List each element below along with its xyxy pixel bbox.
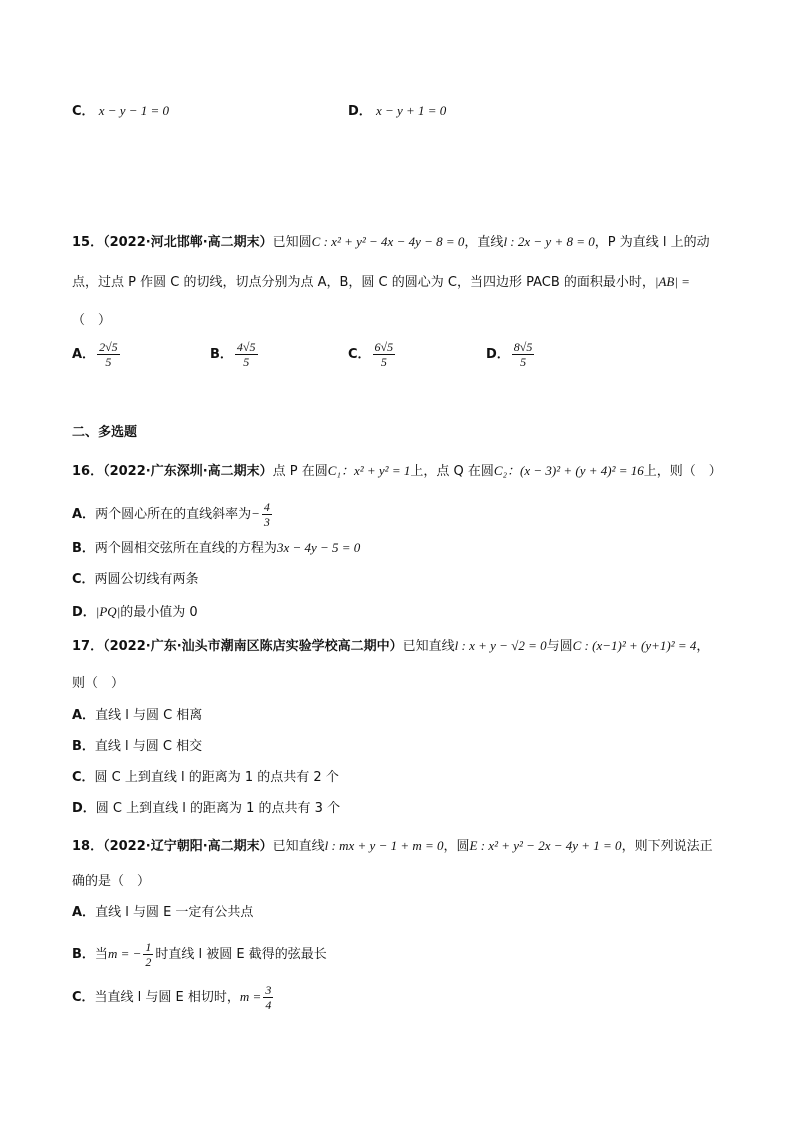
- minus-sign: −: [251, 506, 260, 521]
- q14-option-c: [72, 101, 169, 122]
- stem-text: ，则下列说法正: [621, 839, 713, 854]
- fraction: [143, 940, 153, 969]
- question-number: 16．: [72, 464, 104, 479]
- denominator: 5: [105, 355, 112, 369]
- stem-text: 已知直线: [402, 639, 455, 654]
- abs-ab: |AB| =: [654, 274, 690, 289]
- question-source: （2022·辽宁朝阳·高二期末）: [103, 839, 273, 854]
- fraction: [512, 340, 535, 369]
- option-label: D．: [486, 347, 510, 362]
- stem-text: 与圆: [546, 639, 573, 654]
- q16-stem: [72, 461, 722, 482]
- option-label: B．: [72, 947, 95, 962]
- q18-stem-line2: [72, 872, 150, 892]
- option-label: B．: [72, 739, 95, 754]
- option-label: C．: [72, 104, 95, 119]
- option-text: 直线 l 与圆 E 一定有公共点: [95, 905, 254, 920]
- question-source: （2022·广东·汕头市潮南区陈店实验学校高二期中）: [103, 639, 403, 654]
- option-text: 两个圆心所在的直线斜率为: [95, 507, 252, 522]
- q15-option-b: [210, 340, 260, 369]
- q15-stem-line1: [72, 232, 710, 253]
- answer-paren: （ ）: [72, 313, 112, 328]
- q18-option-a: [72, 903, 253, 923]
- q14-option-d: [348, 101, 446, 122]
- option-label: A．: [72, 708, 96, 723]
- stem-text: 上，则（ ）: [643, 464, 722, 479]
- stem-text: 点，过点 P 作圆 C 的切线，切点分别为点 A，B，圆 C 的圆心为 C，当四边形 PACB 的面积最小时，: [72, 275, 655, 290]
- option-text: 的最小值为 0: [120, 605, 198, 620]
- stem-text: 则（ ）: [72, 676, 125, 691]
- math-expression: x − y − 1 = 0: [98, 103, 170, 118]
- stem-text: ，直线: [464, 235, 504, 250]
- option-label: D．: [72, 605, 96, 620]
- option-text: 当: [94, 947, 108, 962]
- numerator: 4√5: [236, 340, 256, 354]
- q17-stem-line1: [72, 636, 709, 657]
- option-label: A．: [72, 347, 96, 362]
- option-label: B．: [210, 347, 233, 362]
- option-text: 圆 C 上到直线 l 的距离为 1 的点共有 3 个: [95, 801, 341, 816]
- math-expression: x − y + 1 = 0: [375, 103, 447, 118]
- line-equation: l : mx + y − 1 + m = 0: [324, 838, 444, 853]
- section-title: 二、多选题: [72, 425, 138, 440]
- option-text: 直线 l 与圆 C 相交: [94, 739, 203, 754]
- q18-stem-line1: [72, 836, 713, 857]
- option-label: A．: [72, 905, 96, 920]
- q17-option-a: [72, 706, 202, 726]
- math-expression: m =: [239, 989, 262, 1004]
- option-label: D．: [72, 801, 96, 816]
- stem-text: ，P 为直线 l 上的动: [594, 235, 710, 250]
- line-equation: l : x + y − √2 = 0: [454, 638, 547, 653]
- stem-text: ，: [696, 639, 710, 654]
- denominator: 5: [520, 355, 527, 369]
- q15-answer-paren: [72, 311, 111, 331]
- fraction: [262, 500, 272, 529]
- option-label: C．: [72, 572, 95, 587]
- circle-equation: E : x² + y² − 2x − 4y + 1 = 0: [469, 838, 622, 853]
- numerator: 6√5: [374, 340, 394, 354]
- denominator: 5: [243, 355, 250, 369]
- denominator: 2: [145, 955, 152, 969]
- option-text: 两个圆相交弦所在直线的方程为: [94, 541, 277, 556]
- numerator: 2√5: [99, 340, 118, 354]
- denominator: 3: [263, 515, 270, 529]
- q18-option-c: [72, 983, 275, 1012]
- numerator: 4: [263, 500, 270, 514]
- option-text: 直线 l 与圆 C 相离: [95, 708, 203, 723]
- circle-equation: C : (x−1)² + (y+1)² = 4: [572, 638, 697, 653]
- option-text: 时直线 l 被圆 E 截得的弦最长: [155, 947, 327, 962]
- q17-option-d: [72, 799, 340, 819]
- option-label: C．: [348, 347, 371, 362]
- q17-option-c: [72, 768, 339, 788]
- denominator: 4: [265, 998, 272, 1012]
- option-label: C．: [72, 770, 95, 785]
- question-source: （2022·河北邯郸·高二期末）: [103, 235, 273, 250]
- q15-option-d: [486, 340, 536, 369]
- option-label: A．: [72, 507, 96, 522]
- q18-option-b: [72, 940, 327, 969]
- q15-option-c: [348, 340, 397, 369]
- circle-c2-equation: C₂：(x − 3)² + (y + 4)² = 16: [493, 463, 644, 478]
- option-label: D．: [348, 104, 372, 119]
- denominator: 5: [380, 355, 387, 369]
- option-text: 当直线 l 与圆 E 相切时，: [94, 990, 240, 1005]
- numerator: 3: [265, 983, 272, 997]
- fraction: [373, 340, 396, 369]
- math-expression: 3x − 4y − 5 = 0: [276, 540, 361, 555]
- question-number: 18．: [72, 839, 104, 854]
- option-label: C．: [72, 990, 95, 1005]
- stem-text: ，圆: [443, 839, 470, 854]
- q17-option-b: [72, 737, 202, 757]
- abs-pq: |PQ|: [95, 604, 121, 619]
- fraction: [235, 340, 258, 369]
- q15-option-a: [72, 340, 122, 369]
- fraction: [97, 340, 120, 369]
- q17-stem-line2: [72, 674, 124, 694]
- stem-text: 已知直线: [272, 839, 325, 854]
- stem-text: 确的是（ ）: [72, 874, 151, 889]
- stem-text: 上，点 Q 在圆: [410, 464, 494, 479]
- q15-stem-line2: [72, 272, 690, 293]
- fraction: [263, 983, 273, 1012]
- question-source: （2022·广东深圳·高二期末）: [103, 464, 273, 479]
- circle-c1-equation: C₁：x² + y² = 1: [327, 463, 411, 478]
- option-text: 两圆公切线有两条: [94, 572, 199, 587]
- stem-text: 已知圆: [272, 235, 312, 250]
- math-expression: m = −: [107, 946, 142, 961]
- q16-option-d: [72, 602, 198, 623]
- stem-text: 点 P 在圆: [272, 464, 328, 479]
- option-label: B．: [72, 541, 95, 556]
- numerator: 1: [145, 940, 152, 954]
- option-text: 圆 C 上到直线 l 的距离为 1 的点共有 2 个: [94, 770, 339, 785]
- numerator: 8√5: [513, 340, 533, 354]
- question-number: 15．: [72, 235, 104, 250]
- line-equation: l : 2x − y + 8 = 0: [503, 234, 595, 249]
- question-number: 17．: [72, 639, 104, 654]
- q16-option-b: [72, 538, 360, 559]
- q16-option-c: [72, 570, 199, 590]
- circle-equation: C : x² + y² − 4x − 4y − 8 = 0: [311, 234, 465, 249]
- q16-option-a: [72, 500, 274, 529]
